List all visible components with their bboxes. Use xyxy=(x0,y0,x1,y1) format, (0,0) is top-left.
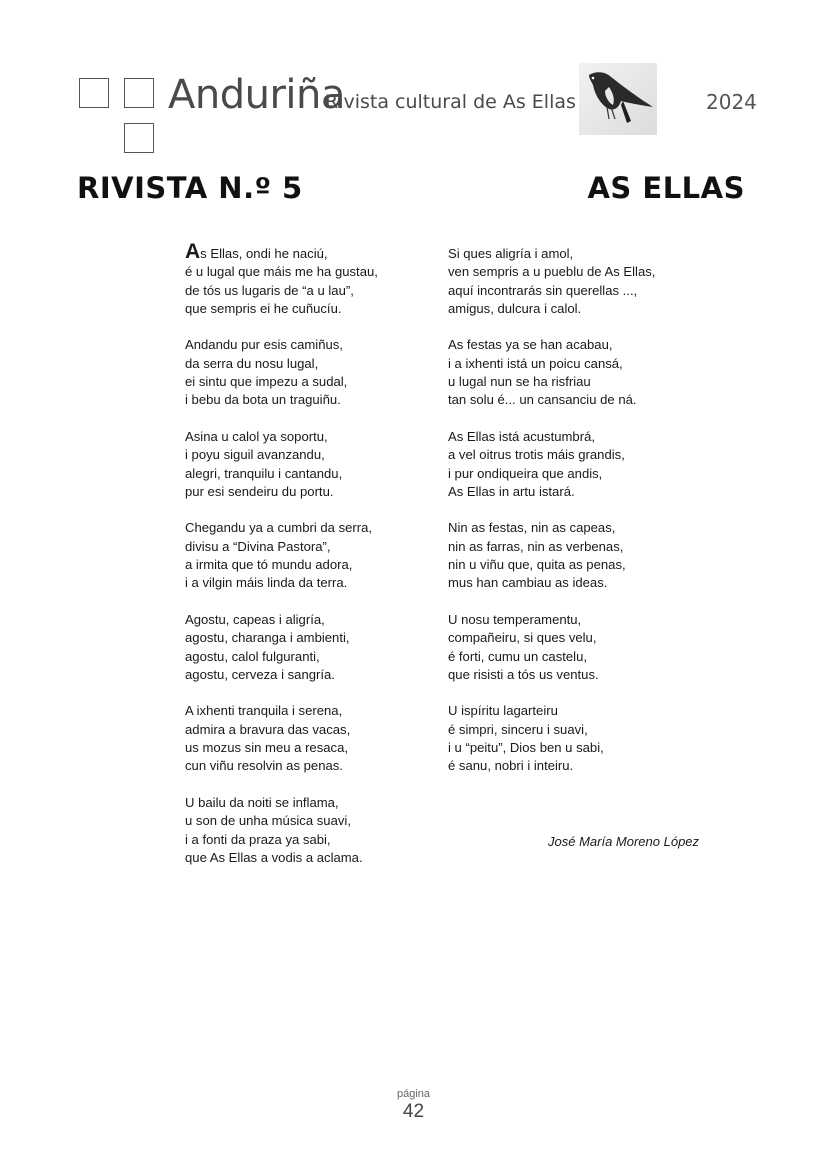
decorative-square-2 xyxy=(124,78,154,108)
poem-line: Nin as festas, nin as capeas, xyxy=(448,520,616,536)
poem-line: pur esi sendeiru du portu. xyxy=(185,483,334,499)
poem-line: aquí incontrarás sin querellas ..., xyxy=(448,282,638,298)
poem-line: Chegandu ya a cumbri da serra, xyxy=(185,520,373,536)
decorative-square-1 xyxy=(79,78,109,108)
article-heading: AS ELLAS xyxy=(587,171,745,205)
poem-left-column xyxy=(185,240,435,885)
magazine-brand: Anduriña xyxy=(168,72,345,118)
poem-line: i poyu siguil avanzandu, xyxy=(185,447,325,463)
poem-stanza xyxy=(185,240,435,318)
poem-line: Si ques aligría i amol, xyxy=(448,246,574,261)
poem-line: a vel oitrus trotis máis grandis, xyxy=(448,447,625,463)
poem-line: nin as farras, nin as verbenas, xyxy=(448,538,624,554)
poem-line: i a vilgin máis linda da terra. xyxy=(185,575,348,591)
poem-stanza xyxy=(185,702,435,775)
poem-line: ei sintu que impezu a sudal, xyxy=(185,374,348,390)
poem-line: tan solu é... un cansanciu de ná. xyxy=(448,392,637,408)
poem-line: i a ixhenti istá un poicu cansá, xyxy=(448,355,623,371)
poem-line: da serra du nosu lugal, xyxy=(185,355,319,371)
poem-line: i a fonti da praza ya sabi, xyxy=(185,831,331,847)
poem-line: As Ellas istá acustumbrá, xyxy=(448,428,595,444)
poem-line: mus han cambiau as ideas. xyxy=(448,575,608,591)
magazine-tagline: Rivista cultural de As Ellas xyxy=(325,91,576,113)
poem-line: cun viñu resolvin as penas. xyxy=(185,758,343,774)
poem-stanza xyxy=(448,611,708,684)
poem-line: que risisti a tós us ventus. xyxy=(448,666,599,682)
poem-line: U ispíritu lagarteiru xyxy=(448,703,558,719)
poem-line: é sanu, nobri i inteiru. xyxy=(448,758,574,774)
poem-line: é simpri, sinceru i suavi, xyxy=(448,721,588,737)
drop-cap: A xyxy=(185,240,201,263)
poem-stanza xyxy=(185,794,435,867)
poem-line: u son de unha música suavi, xyxy=(185,813,351,829)
poem-first-line xyxy=(185,240,435,263)
poem-line: de tós us lugaris de “a u lau”, xyxy=(185,282,354,298)
poem-line: é u lugal que máis me ha gustau, xyxy=(185,264,378,280)
poem-line: que As Ellas a vodis a aclama. xyxy=(185,849,363,865)
swallow-bird-icon xyxy=(579,63,657,135)
poem-line: U nosu temperamentu, xyxy=(448,611,582,627)
poem-stanza xyxy=(448,702,708,775)
poem-stanza xyxy=(448,519,708,592)
page-number: 42 xyxy=(402,1101,425,1122)
poem-line: nin u viñu que, quita as penas, xyxy=(448,557,626,573)
poem-stanza xyxy=(448,428,708,501)
poem-stanza xyxy=(185,428,435,501)
poem-line: é forti, cumu un castelu, xyxy=(448,648,588,664)
poem-stanza xyxy=(448,336,708,409)
author-signature: José María Moreno López xyxy=(548,834,700,849)
poem-line: divisu a “Divina Pastora”, xyxy=(185,538,331,554)
poem-line: Agostu, capeas i aligría, xyxy=(185,611,325,627)
poem-stanza xyxy=(185,611,435,684)
poem-stanza xyxy=(185,519,435,592)
poem-line: alegri, tranquilu i cantandu, xyxy=(185,465,343,481)
poem-line: U bailu da noiti se inflama, xyxy=(185,794,339,810)
poem-line: que sempris ei he cuñucíu. xyxy=(185,300,342,316)
page-label: página xyxy=(396,1088,431,1100)
poem-line: amigus, dulcura i calol. xyxy=(448,300,582,316)
poem-line: As Ellas in artu istará. xyxy=(448,483,575,499)
poem-line: agostu, calol fulguranti, xyxy=(185,648,320,664)
poem-line: s Ellas, ondi he naciú, xyxy=(200,246,328,261)
decorative-square-3 xyxy=(124,123,154,153)
poem-line: As festas ya se han acabau, xyxy=(448,337,613,353)
poem-line: i u “peitu”, Dios ben u sabi, xyxy=(448,740,604,756)
poem-line: ven sempris a u pueblu de As Ellas, xyxy=(448,264,656,280)
poem-right-column xyxy=(448,245,708,794)
poem-line: Asina u calol ya soportu, xyxy=(185,428,328,444)
poem-line: A ixhenti tranquila i serena, xyxy=(185,703,343,719)
poem-line: u lugal nun se ha risfriau xyxy=(448,374,591,390)
poem-line: a irmita que tó mundu adora, xyxy=(185,557,353,573)
poem-line: i bebu da bota un traguiñu. xyxy=(185,392,341,408)
poem-line: admira a bravura das vacas, xyxy=(185,721,351,737)
poem-line: i pur ondiqueira que andis, xyxy=(448,465,603,481)
poem-line: agostu, charanga i ambienti, xyxy=(185,630,350,646)
poem-line: Andandu pur esis camiñus, xyxy=(185,337,343,353)
poem-line: agostu, cerveza i sangría. xyxy=(185,666,335,682)
poem-stanza xyxy=(448,245,708,318)
issue-heading: RIVISTA N.º 5 xyxy=(77,171,303,205)
poem-stanza xyxy=(185,336,435,409)
issue-year: 2024 xyxy=(706,90,757,114)
poem-line: us mozus sin meu a resaca, xyxy=(185,740,349,756)
poem-line: compañeiru, si ques velu, xyxy=(448,630,597,646)
